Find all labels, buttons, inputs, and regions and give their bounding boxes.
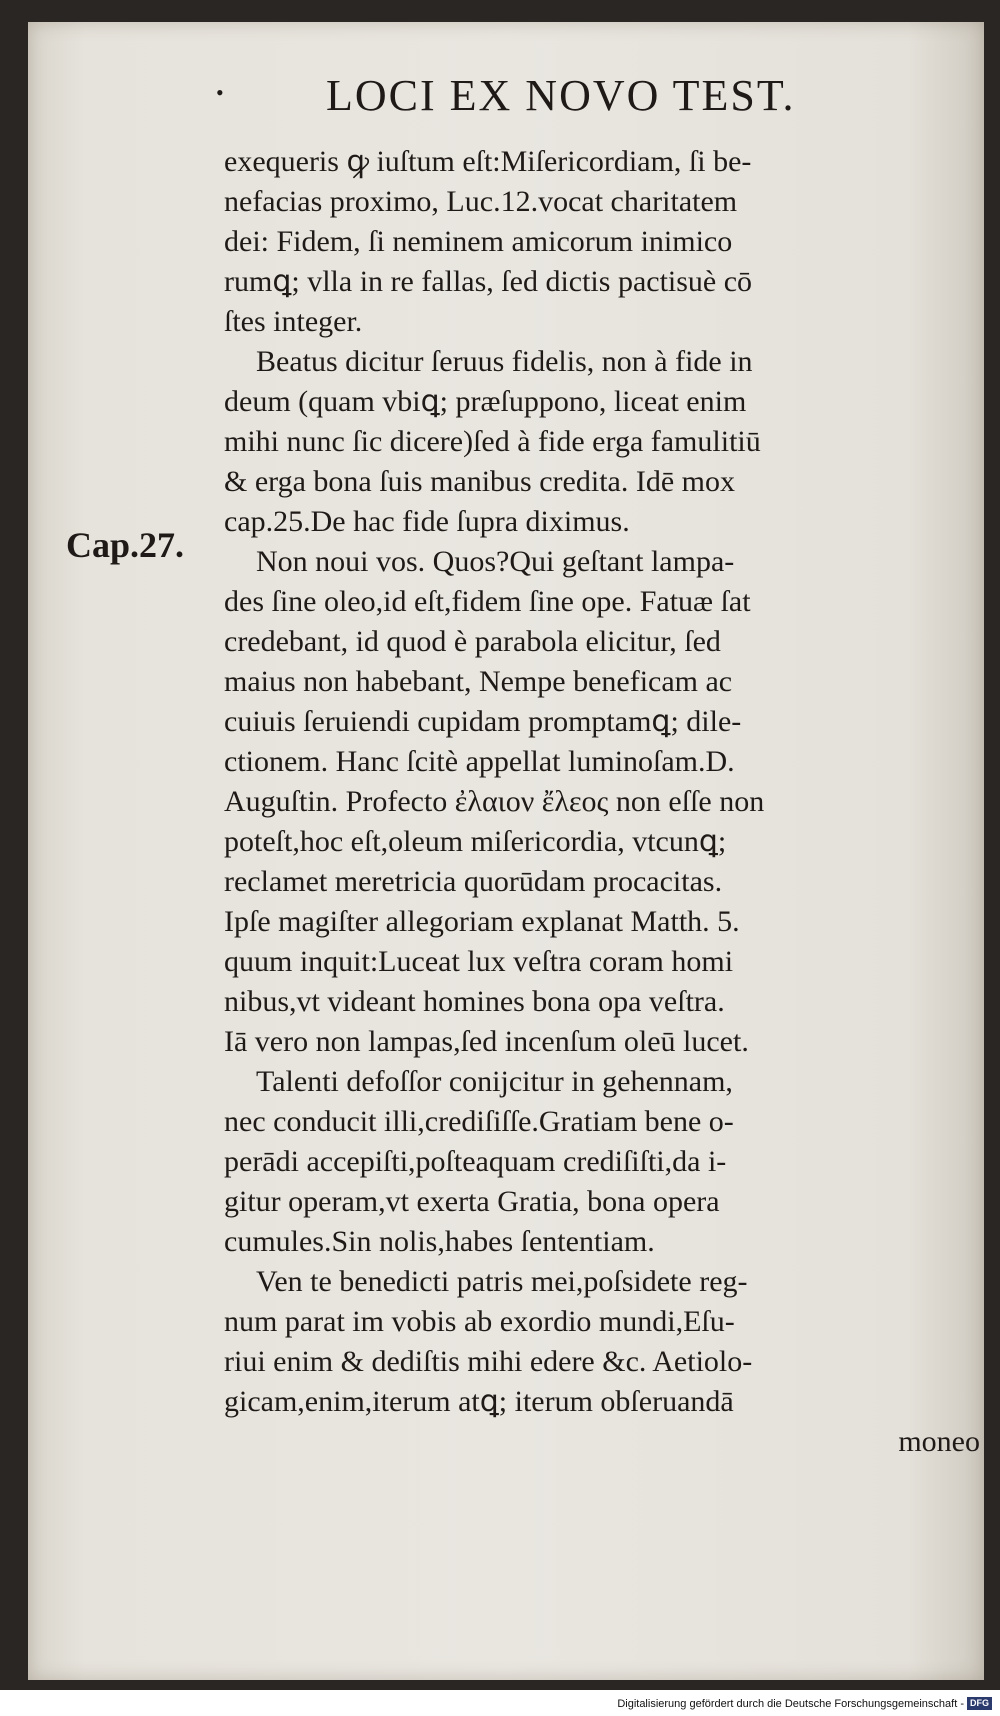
text-line: nefacias proximo, Luc.12.vocat charitatem (224, 185, 738, 218)
text-line: nibus,vt videant homines bona opa veſtra. (224, 985, 725, 1018)
text-line: dei: Fidem, ſi neminem amicorum inimico (224, 225, 733, 258)
credit-text: Digitalisierung gefördert durch die Deutsche Forschungsgemeinschaft - (617, 1697, 964, 1710)
text-line: riui enim & dediſtis mihi edere &c. Aetiolo- (224, 1345, 753, 1378)
text-line: des ſine oleo,id eſt,fidem ſine ope. Fatuæ ſat (224, 585, 751, 618)
text-line: maius non habebant, Nempe beneficam ac (224, 665, 733, 698)
text-line: Iā vero non lampas,ſed incenſum oleū lucet. (224, 1025, 749, 1058)
text-line: reclamet meretricia quorūdam procacitas. (224, 865, 723, 898)
text-line: gicam,enim,iterum atꝗ; iterum obſeruandā (224, 1385, 734, 1418)
text-line: Non noui vos. Quos?Qui geſtant lampa- (256, 545, 735, 578)
text-line: mihi nunc ſic dicere)ſed à fide erga famulitiū (224, 425, 761, 458)
text-line: cuiuis ſeruiendi cupidam promptamꝗ; dile- (224, 705, 742, 738)
text-line: Ipſe magiſter allegoriam explanat Matth. 5. (224, 905, 740, 938)
digitization-credit (617, 1697, 992, 1710)
margin-note-chapter: Cap.27. (66, 525, 185, 565)
text-line: perādi accepiſti,poſteaquam crediſiſti,da i- (224, 1145, 727, 1178)
running-head (28, 70, 984, 130)
text-line: Ven te benedicti patris mei,poſsidete reg- (256, 1265, 748, 1298)
text-line: gitur operam,vt exerta Gratia, bona opera (224, 1185, 720, 1218)
text-line: nec conducit illi,crediſiſſe.Gratiam bene o- (224, 1105, 734, 1138)
text-line: quum inquit:Luceat lux veſtra coram homi (224, 945, 734, 978)
text-line: exequeris ꝙ iuſtum eſt:Miſericordiam, ſi be- (224, 145, 752, 178)
text-line: Auguſtin. Profecto ἐλαιον ἔλεος non eſſe non (224, 785, 765, 818)
text-line: credebant, id quod è parabola elicitur, ſed (224, 625, 721, 658)
text-line: ſtes integer. (224, 305, 363, 338)
text-line: rumꝗ; vlla in re fallas, ſed dictis pactisuè cō (224, 265, 753, 298)
text-line: num parat im vobis ab exordio mundi,Eſu- (224, 1305, 735, 1338)
page-title: LOCI EX NOVO TEST. (326, 71, 796, 120)
catchword: moneo (898, 1425, 980, 1458)
text-line: poteſt,hoc eſt,oleum miſericordia, vtcunꝗ; (224, 825, 727, 858)
dfg-logo: DFG (967, 1697, 992, 1710)
body-text (224, 142, 980, 1462)
text-line: & erga bona ſuis manibus credita. Idē mox (224, 465, 735, 498)
text-line: cap.25.De hac fide ſupra diximus. (224, 505, 630, 538)
text-line: Beatus dicitur ſeruus fidelis, non à fide in (256, 345, 753, 378)
text-line: Talenti defoſſor conijcitur in gehennam, (256, 1065, 733, 1098)
book-page (28, 22, 984, 1680)
text-line: deum (quam vbiꝗ; præſuppono, liceat enim (224, 385, 747, 418)
folio-mark: • (216, 80, 224, 105)
text-line: ctionem. Hanc ſcitè appellat luminoſam.D. (224, 745, 735, 778)
text-line: cumules.Sin nolis,habes ſententiam. (224, 1225, 655, 1258)
